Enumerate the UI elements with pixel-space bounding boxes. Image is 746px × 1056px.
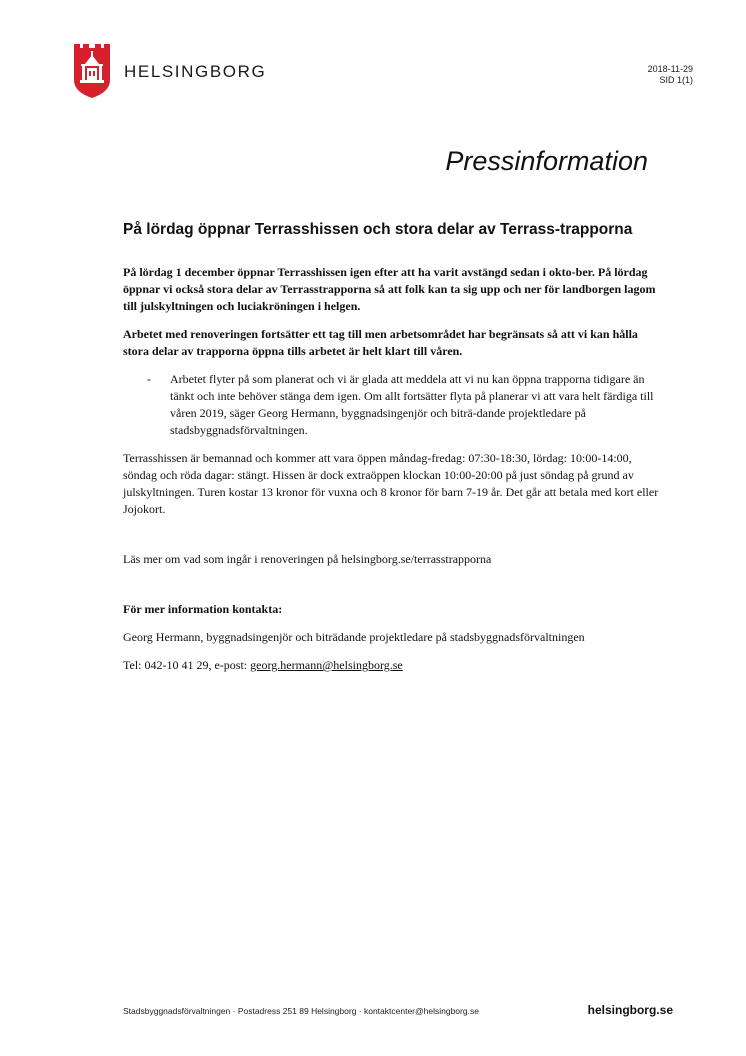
quote-dash: - — [147, 372, 151, 386]
quote-text: Arbetet flyter på som planerat och vi är glada att meddela att vi nu kan öppna trapporna tidigare än tänkt och inte behöver stänga dem igen. Om allt fortsätter flyta på planerar vi att vara helt färdiga till våren 2019, säger Georg Hermann, byggnadsingenjör och biträ-dande projektledare på stadsbyggnadsförvaltningen. — [170, 372, 654, 437]
press-release-headline: På lördag öppnar Terrasshissen och stora delar av Terrass-trapporna — [123, 221, 633, 238]
footer-address: Stadsbyggnadsförvaltningen · Postadress 251 89 Helsingborg · kontaktcenter@helsingborg.se — [123, 1006, 479, 1016]
footer-website: helsingborg.se — [587, 1003, 673, 1017]
helsingborg-crest-logo — [73, 44, 111, 98]
quote-block — [123, 371, 663, 439]
brand-name: HELSINGBORG — [124, 62, 267, 81]
contact-phone: Tel: 042-10 41 29, e-post: — [123, 658, 251, 672]
document-date: 2018-11-29 — [647, 64, 693, 74]
lead-paragraph: Arbetet med renoveringen fortsätter ett tag till men arbetsområdet har begränsats så att vi kan hålla stora delar av trapporna öppna tills arbetet är helt klart till våren. — [123, 327, 638, 358]
contact-title: För mer information kontakta: — [123, 602, 283, 616]
document-type-label: Pressinformation — [445, 146, 648, 176]
document-meta — [648, 64, 693, 86]
read-more-text: Läs mer om vad som ingår i renoveringen på helsingborg.se/terrasstrapporna — [123, 552, 492, 566]
opening-hours-paragraph: Terrasshissen är bemannad och kommer att vara öppen måndag-fredag: 07:30-18:30, lördag: 10:00-14:00, söndag och röda dagar: stängt. Hissen är dock extraöppen klockan 10:00-20:00 på just söndag på grund av julskyltningen. Turen kostar 13 kronor för vuxna och 8 kronor för barn 7-19 år. Det går att betala med kort eller Jojokort. — [123, 451, 659, 516]
lead-paragraph: På lördag 1 december öppnar Terrasshissen igen efter att ha varit avstängd sedan i okto-ber. På lördag öppnar vi också stora delar av Terrasstrapporna så att folk kan ta sig upp och ner för landborgen lagom till julskyltningen och luciakröningen i helgen. — [123, 265, 656, 313]
contact-person: Georg Hermann, byggnadsingenjör och biträdande projektledare på stadsbyggnadsförvaltningen — [123, 630, 585, 644]
press-release-body — [123, 264, 663, 685]
contact-email-link[interactable]: georg.hermann@helsingborg.se — [250, 658, 403, 672]
page-number: SID 1(1) — [659, 75, 693, 85]
contact-section — [123, 601, 663, 674]
contact-phone-line — [123, 657, 663, 674]
